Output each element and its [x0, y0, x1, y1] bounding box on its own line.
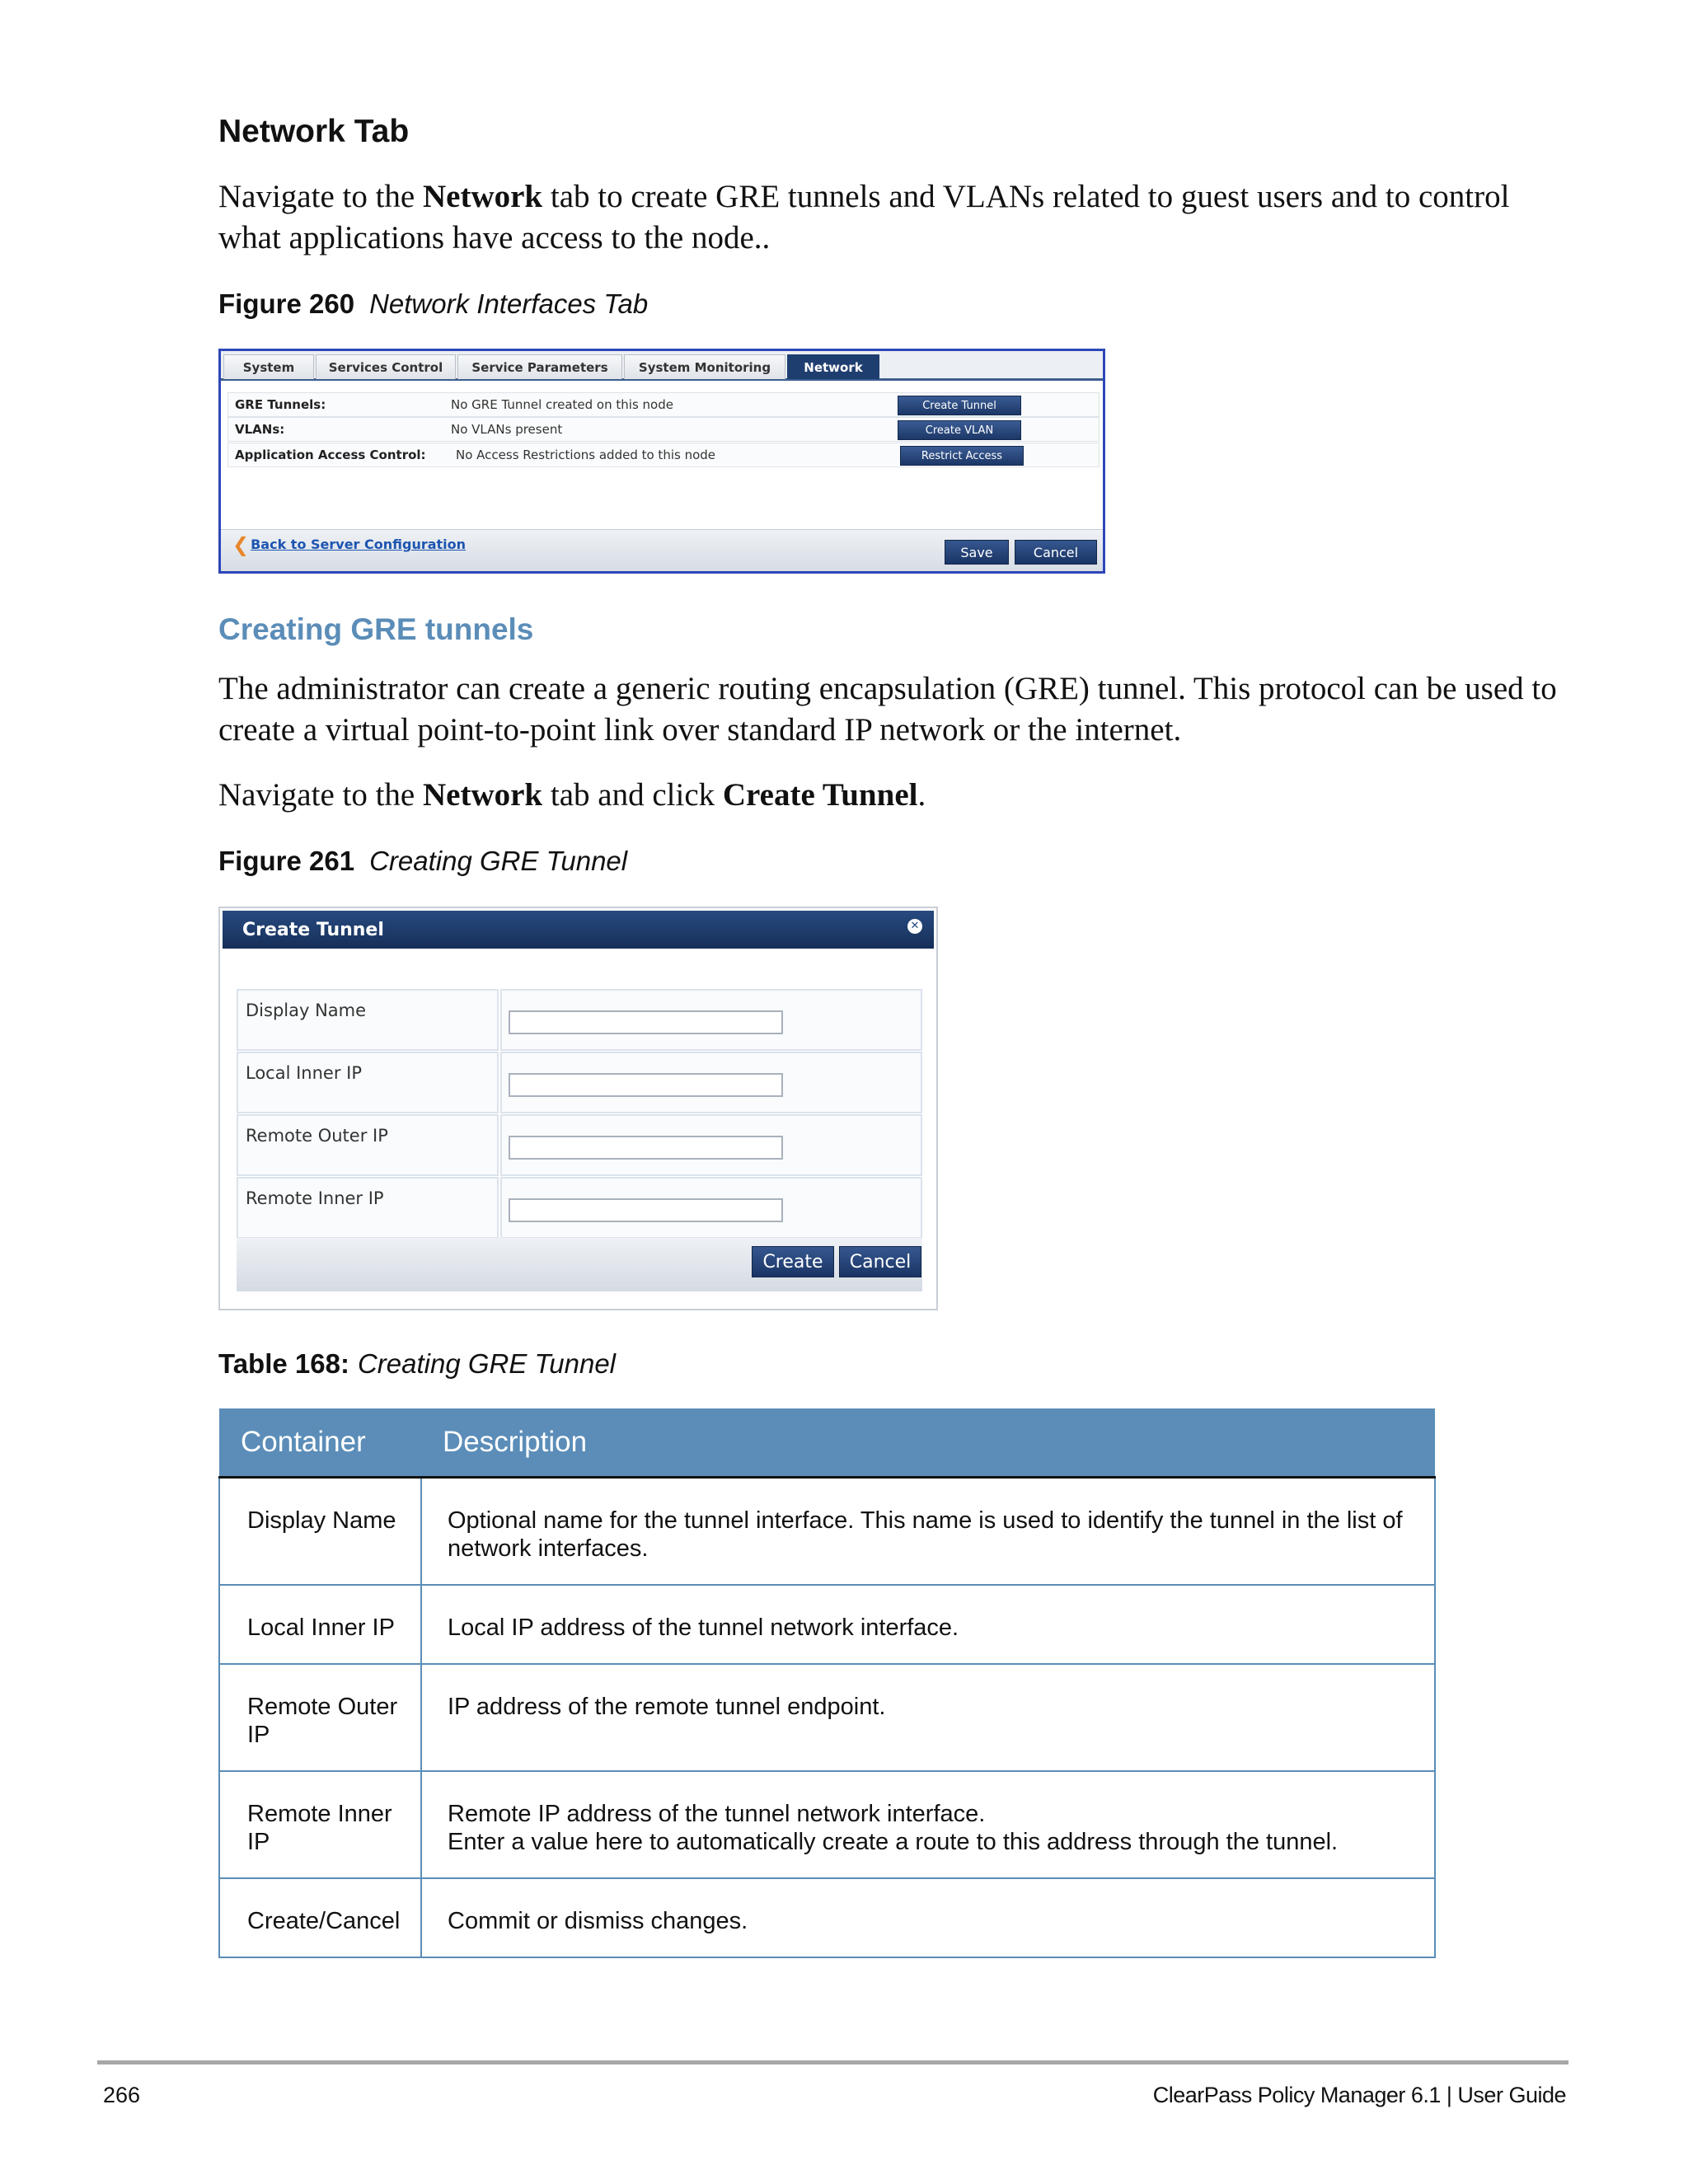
- intro-paragraph: [218, 176, 1578, 259]
- remote-outer-ip-label: Remote Outer IP: [246, 1126, 388, 1146]
- cancel-button[interactable]: Cancel: [1015, 540, 1097, 565]
- access-control-value: No Access Restrictions added to this node: [456, 448, 716, 462]
- figure-261-title: Creating GRE Tunnel: [369, 846, 628, 876]
- create-vlan-button[interactable]: Create VLAN: [898, 420, 1021, 440]
- figure-261-number: Figure 261: [218, 846, 355, 876]
- table-168-title: Creating GRE Tunnel: [357, 1348, 617, 1379]
- create-tunnel-button[interactable]: Create Tunnel: [898, 396, 1021, 415]
- vlans-value: No VLANs present: [451, 422, 563, 437]
- nav-text-1: Navigate to the: [218, 777, 423, 813]
- table-row: [219, 1478, 1435, 1586]
- form-row-local-inner-ip: [237, 1052, 922, 1113]
- dialog-footer-bar: [237, 1238, 922, 1291]
- cell-description: Local IP address of the tunnel network interface.: [421, 1585, 1435, 1664]
- form-row-remote-outer-ip: [237, 1114, 922, 1176]
- network-footer-bar: [221, 529, 1103, 571]
- remote-inner-ip-input[interactable]: [509, 1198, 783, 1222]
- cell-container: Create/Cancel: [219, 1878, 421, 1957]
- page-number: 266: [103, 2083, 141, 2107]
- table-row: [219, 1878, 1435, 1957]
- header-container: Container: [219, 1408, 421, 1478]
- local-inner-ip-label: Local Inner IP: [246, 1063, 363, 1083]
- display-name-label: Display Name: [246, 1001, 367, 1020]
- table-row: [219, 1664, 1435, 1771]
- tab-network[interactable]: Network: [787, 354, 879, 379]
- intro-bold-network: Network: [423, 179, 543, 214]
- create-tunnel-dialog: [218, 907, 938, 1310]
- navigate-paragraph: [218, 775, 1578, 816]
- intro-text-1: Navigate to the: [218, 179, 423, 214]
- access-control-label: Application Access Control:: [235, 448, 426, 462]
- access-control-row: [227, 443, 1100, 467]
- create-button[interactable]: Create: [752, 1246, 834, 1277]
- gre-description-paragraph: The administrator can create a generic routing encapsulation (GRE) tunnel. This protocol can be used to create a virtual point-to-point link over standard IP network or the internet.: [218, 671, 1557, 748]
- table-header-row: [219, 1408, 1435, 1478]
- figure-260-number: Figure 260: [218, 288, 355, 319]
- cell-description: IP address of the remote tunnel endpoint.: [421, 1664, 1435, 1771]
- table-row: [219, 1771, 1435, 1878]
- header-description: Description: [421, 1408, 1435, 1478]
- dialog-title: Create Tunnel: [242, 920, 384, 940]
- restrict-access-button[interactable]: Restrict Access: [900, 446, 1024, 466]
- footer-divider: [97, 2060, 1568, 2064]
- dialog-cancel-button[interactable]: Cancel: [839, 1246, 921, 1277]
- tab-system[interactable]: System: [223, 354, 314, 379]
- save-button[interactable]: Save: [945, 540, 1009, 565]
- local-inner-ip-input[interactable]: [509, 1073, 783, 1097]
- display-name-input[interactable]: [509, 1010, 783, 1034]
- cell-container: Local Inner IP: [219, 1585, 421, 1664]
- form-row-remote-inner-ip: [237, 1177, 922, 1239]
- footer-document-title: ClearPass Policy Manager 6.1 | User Guide: [1152, 2083, 1566, 2107]
- nav-text-3: .: [917, 777, 926, 813]
- figure-260-caption: [218, 288, 648, 320]
- subsection-title: Creating GRE tunnels: [218, 612, 534, 646]
- tab-services-control[interactable]: Services Control: [316, 354, 456, 379]
- back-link-label: Back to Server Configuration: [251, 537, 467, 552]
- cell-container: Remote Inner IP: [219, 1771, 421, 1878]
- remote-inner-ip-label: Remote Inner IP: [246, 1188, 384, 1208]
- cell-container: Remote Outer IP: [219, 1664, 421, 1771]
- gre-tunnels-label: GRE Tunnels:: [235, 397, 326, 412]
- tab-system-monitoring[interactable]: System Monitoring: [624, 354, 785, 379]
- gre-tunnel-table: [218, 1408, 1436, 1958]
- cell-description: Commit or dismiss changes.: [421, 1878, 1435, 1957]
- network-interfaces-screenshot: [218, 349, 1105, 574]
- form-row-display-name: [237, 989, 922, 1051]
- table-168-caption: [218, 1348, 616, 1380]
- section-title: Network Tab: [218, 114, 410, 149]
- description-line-2: Enter a value here to automatically create a route to this address through the tunnel.: [448, 1829, 1339, 1855]
- figure-261-caption: [218, 846, 627, 877]
- table-168-number: Table 168:: [218, 1348, 349, 1379]
- cell-container: Display Name: [219, 1478, 421, 1586]
- nav-bold-network: Network: [423, 777, 543, 813]
- vlans-label: VLANs:: [235, 422, 285, 437]
- vlans-row: [227, 417, 1100, 442]
- dialog-title-bar: [223, 911, 934, 949]
- chevron-left-icon: ❮: [232, 533, 250, 556]
- remote-outer-ip-input[interactable]: [509, 1136, 783, 1160]
- intro-text-2: tab to create GRE tunnels and VLANs related to guest users and to control what applications have access to the node..: [218, 179, 1510, 255]
- figure-260-title: Network Interfaces Tab: [369, 288, 649, 319]
- tab-bar: [221, 351, 1103, 381]
- back-to-server-configuration-link[interactable]: [232, 533, 466, 556]
- tab-service-parameters[interactable]: Service Parameters: [457, 354, 622, 379]
- gre-tunnels-row: [227, 392, 1100, 417]
- nav-bold-create-tunnel: Create Tunnel: [722, 777, 918, 813]
- description-line-1: Remote IP address of the tunnel network interface.: [448, 1801, 986, 1827]
- cell-description: [421, 1771, 1435, 1878]
- close-icon[interactable]: ✕: [907, 919, 922, 934]
- cell-description: Optional name for the tunnel interface. This name is used to identify the tunnel in the list of network interfaces.: [421, 1478, 1435, 1586]
- table-row: [219, 1585, 1435, 1664]
- gre-tunnels-value: No GRE Tunnel created on this node: [451, 397, 673, 412]
- nav-text-2: tab and click: [542, 777, 723, 813]
